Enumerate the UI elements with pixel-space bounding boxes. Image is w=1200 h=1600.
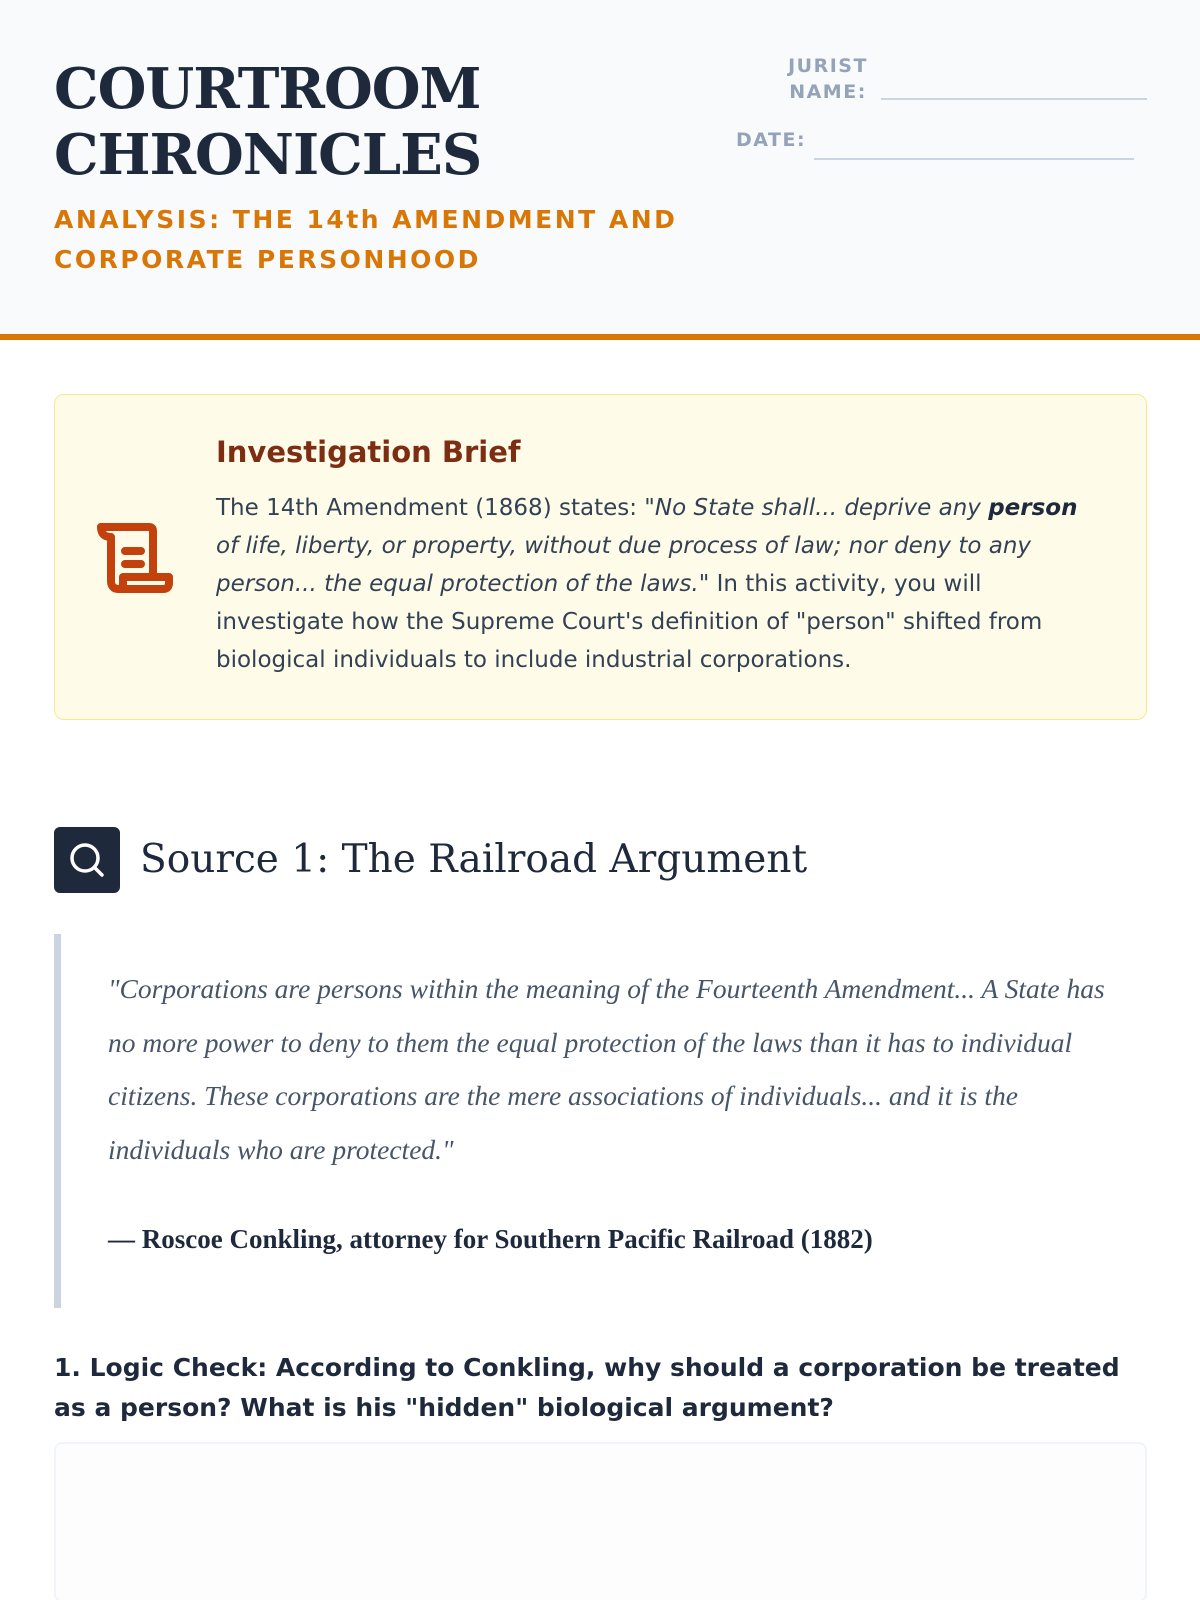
source-quote: [54, 934, 1147, 1308]
investigation-brief: [54, 394, 1147, 720]
quote-before: "No State shall... deprive any: [644, 495, 989, 521]
source-badge: [54, 827, 120, 893]
quote-emphasis: person: [988, 495, 1078, 521]
source-title: Source 1: The Railroad Argument: [140, 837, 808, 882]
title-line: COURTROOM: [54, 56, 481, 122]
jurist-label-line: JURIST: [788, 55, 868, 77]
subtitle-line: ANALYSIS: THE 14th AMENDMENT AND: [54, 205, 678, 234]
jurist-name-label: [778, 53, 878, 105]
title-line: CHRONICLES: [54, 122, 482, 188]
jurist-name-field[interactable]: [881, 98, 1147, 100]
scroll-icon: [97, 523, 173, 593]
subtitle-line: CORPORATE PERSONHOOD: [54, 245, 481, 274]
page-title: [54, 56, 654, 188]
search-icon: [54, 827, 120, 893]
brief-intro: The 14th Amendment (1868) states:: [216, 495, 645, 521]
jurist-label-line: NAME:: [789, 81, 867, 103]
date-label: DATE:: [736, 129, 807, 151]
answer-field-1[interactable]: [54, 1442, 1147, 1600]
brief-text: [216, 489, 1106, 679]
question-1: 1. Logic Check: According to Conkling, why should a corporation be treated as a person? What is his "hidden" biological argument?: [54, 1353, 1120, 1422]
quote-attribution: — Roscoe Conkling, attorney for Southern Pacific Railroad (1882): [108, 1224, 873, 1254]
quote-text: "Corporations are persons within the meaning of the Fourteenth Amendment... A State has no more power to deny to them the equal protection of the laws than it has to individual citizens. These corporations are the mere associations of individuals... and it is the individuals who are protected.": [108, 973, 1105, 1165]
page-subtitle: [54, 200, 694, 280]
brief-title: Investigation Brief: [216, 435, 521, 469]
quote-after: of life, liberty, or property, without due process of law; nor deny to any person... the equal protection of the laws.": [216, 533, 1032, 597]
date-field[interactable]: [814, 158, 1134, 160]
page-header: [0, 0, 1200, 340]
brief-body: In this activity, you will investigate how the Supreme Court's definition of "person" shifted from biological individuals to include industrial corporations.: [216, 571, 1043, 673]
